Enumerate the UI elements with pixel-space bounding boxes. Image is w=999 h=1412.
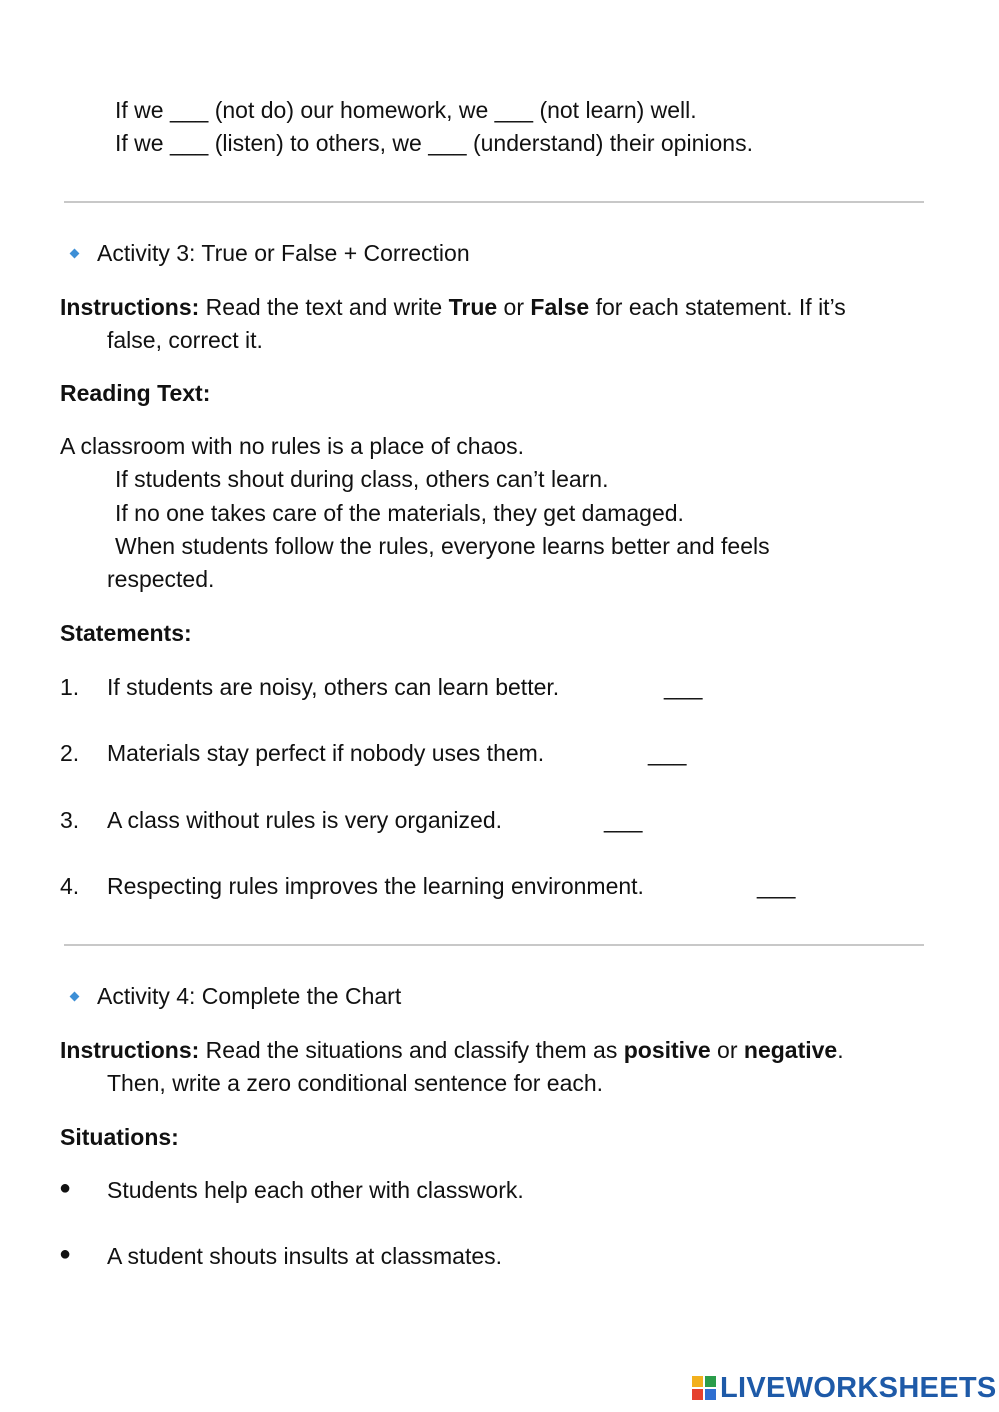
statement-number: 3. xyxy=(60,807,80,833)
section-divider xyxy=(64,201,924,203)
situation-item: Students help each other with classwork. xyxy=(107,1177,524,1203)
reading-line-5: respected. xyxy=(107,566,215,592)
activity-4-instructions-cont: Then, write a zero conditional sentence for each. xyxy=(107,1070,604,1096)
activity-4-title: Activity 4: Complete the Chart xyxy=(97,983,402,1009)
answer-blank[interactable]: ___ xyxy=(648,740,687,766)
diamond-bullet-icon xyxy=(70,992,80,1002)
instructions-label: Instructions: xyxy=(60,1037,200,1063)
diamond-bullet-icon xyxy=(70,249,80,259)
situation-item: A student shouts insults at classmates. xyxy=(107,1243,503,1269)
statement-text: A class without rules is very organized. xyxy=(107,807,503,833)
reading-text-label: Reading Text: xyxy=(60,380,211,406)
logo-text: LIVEWORKSHEETS xyxy=(720,1371,997,1404)
statement-number: 2. xyxy=(60,740,80,766)
exercise-line-1: If we ___ (not do) our homework, we ___ (not learn) well. xyxy=(115,97,697,123)
bullet-icon: ● xyxy=(59,1243,72,1265)
situations-label: Situations: xyxy=(60,1124,179,1150)
reading-line-2: If students shout during class, others can’t learn. xyxy=(115,466,609,492)
logo-squares-icon xyxy=(692,1376,716,1400)
reading-line-3: If no one takes care of the materials, they get damaged. xyxy=(115,500,684,526)
answer-blank[interactable]: ___ xyxy=(757,873,796,899)
exercise-line-2: If we ___ (listen) to others, we ___ (understand) their opinions. xyxy=(115,130,753,156)
instructions-label: Instructions: xyxy=(60,294,200,320)
section-divider xyxy=(64,944,924,946)
answer-blank[interactable]: ___ xyxy=(604,807,643,833)
activity-3-instructions-cont: false, correct it. xyxy=(107,327,263,353)
statement-number: 4. xyxy=(60,873,80,899)
statements-label: Statements: xyxy=(60,620,192,646)
answer-blank[interactable]: ___ xyxy=(664,674,703,700)
statement-text: Materials stay perfect if nobody uses them. xyxy=(107,740,545,766)
bullet-icon: ● xyxy=(59,1177,72,1199)
activity-3-instructions: Instructions: Read the text and write True or False for each statement. If it’s xyxy=(60,294,846,320)
reading-line-1: A classroom with no rules is a place of chaos. xyxy=(60,433,525,459)
statement-number: 1. xyxy=(60,674,80,700)
activity-4-instructions: Instructions: Read the situations and classify them as positive or negative. xyxy=(60,1037,844,1063)
activity-3-title: Activity 3: True or False + Correction xyxy=(97,240,470,266)
statement-text: If students are noisy, others can learn better. xyxy=(107,674,560,700)
reading-line-4: When students follow the rules, everyone learns better and feels xyxy=(115,533,770,559)
liveworksheets-logo xyxy=(692,1372,997,1404)
statement-text: Respecting rules improves the learning environment. xyxy=(107,873,644,899)
